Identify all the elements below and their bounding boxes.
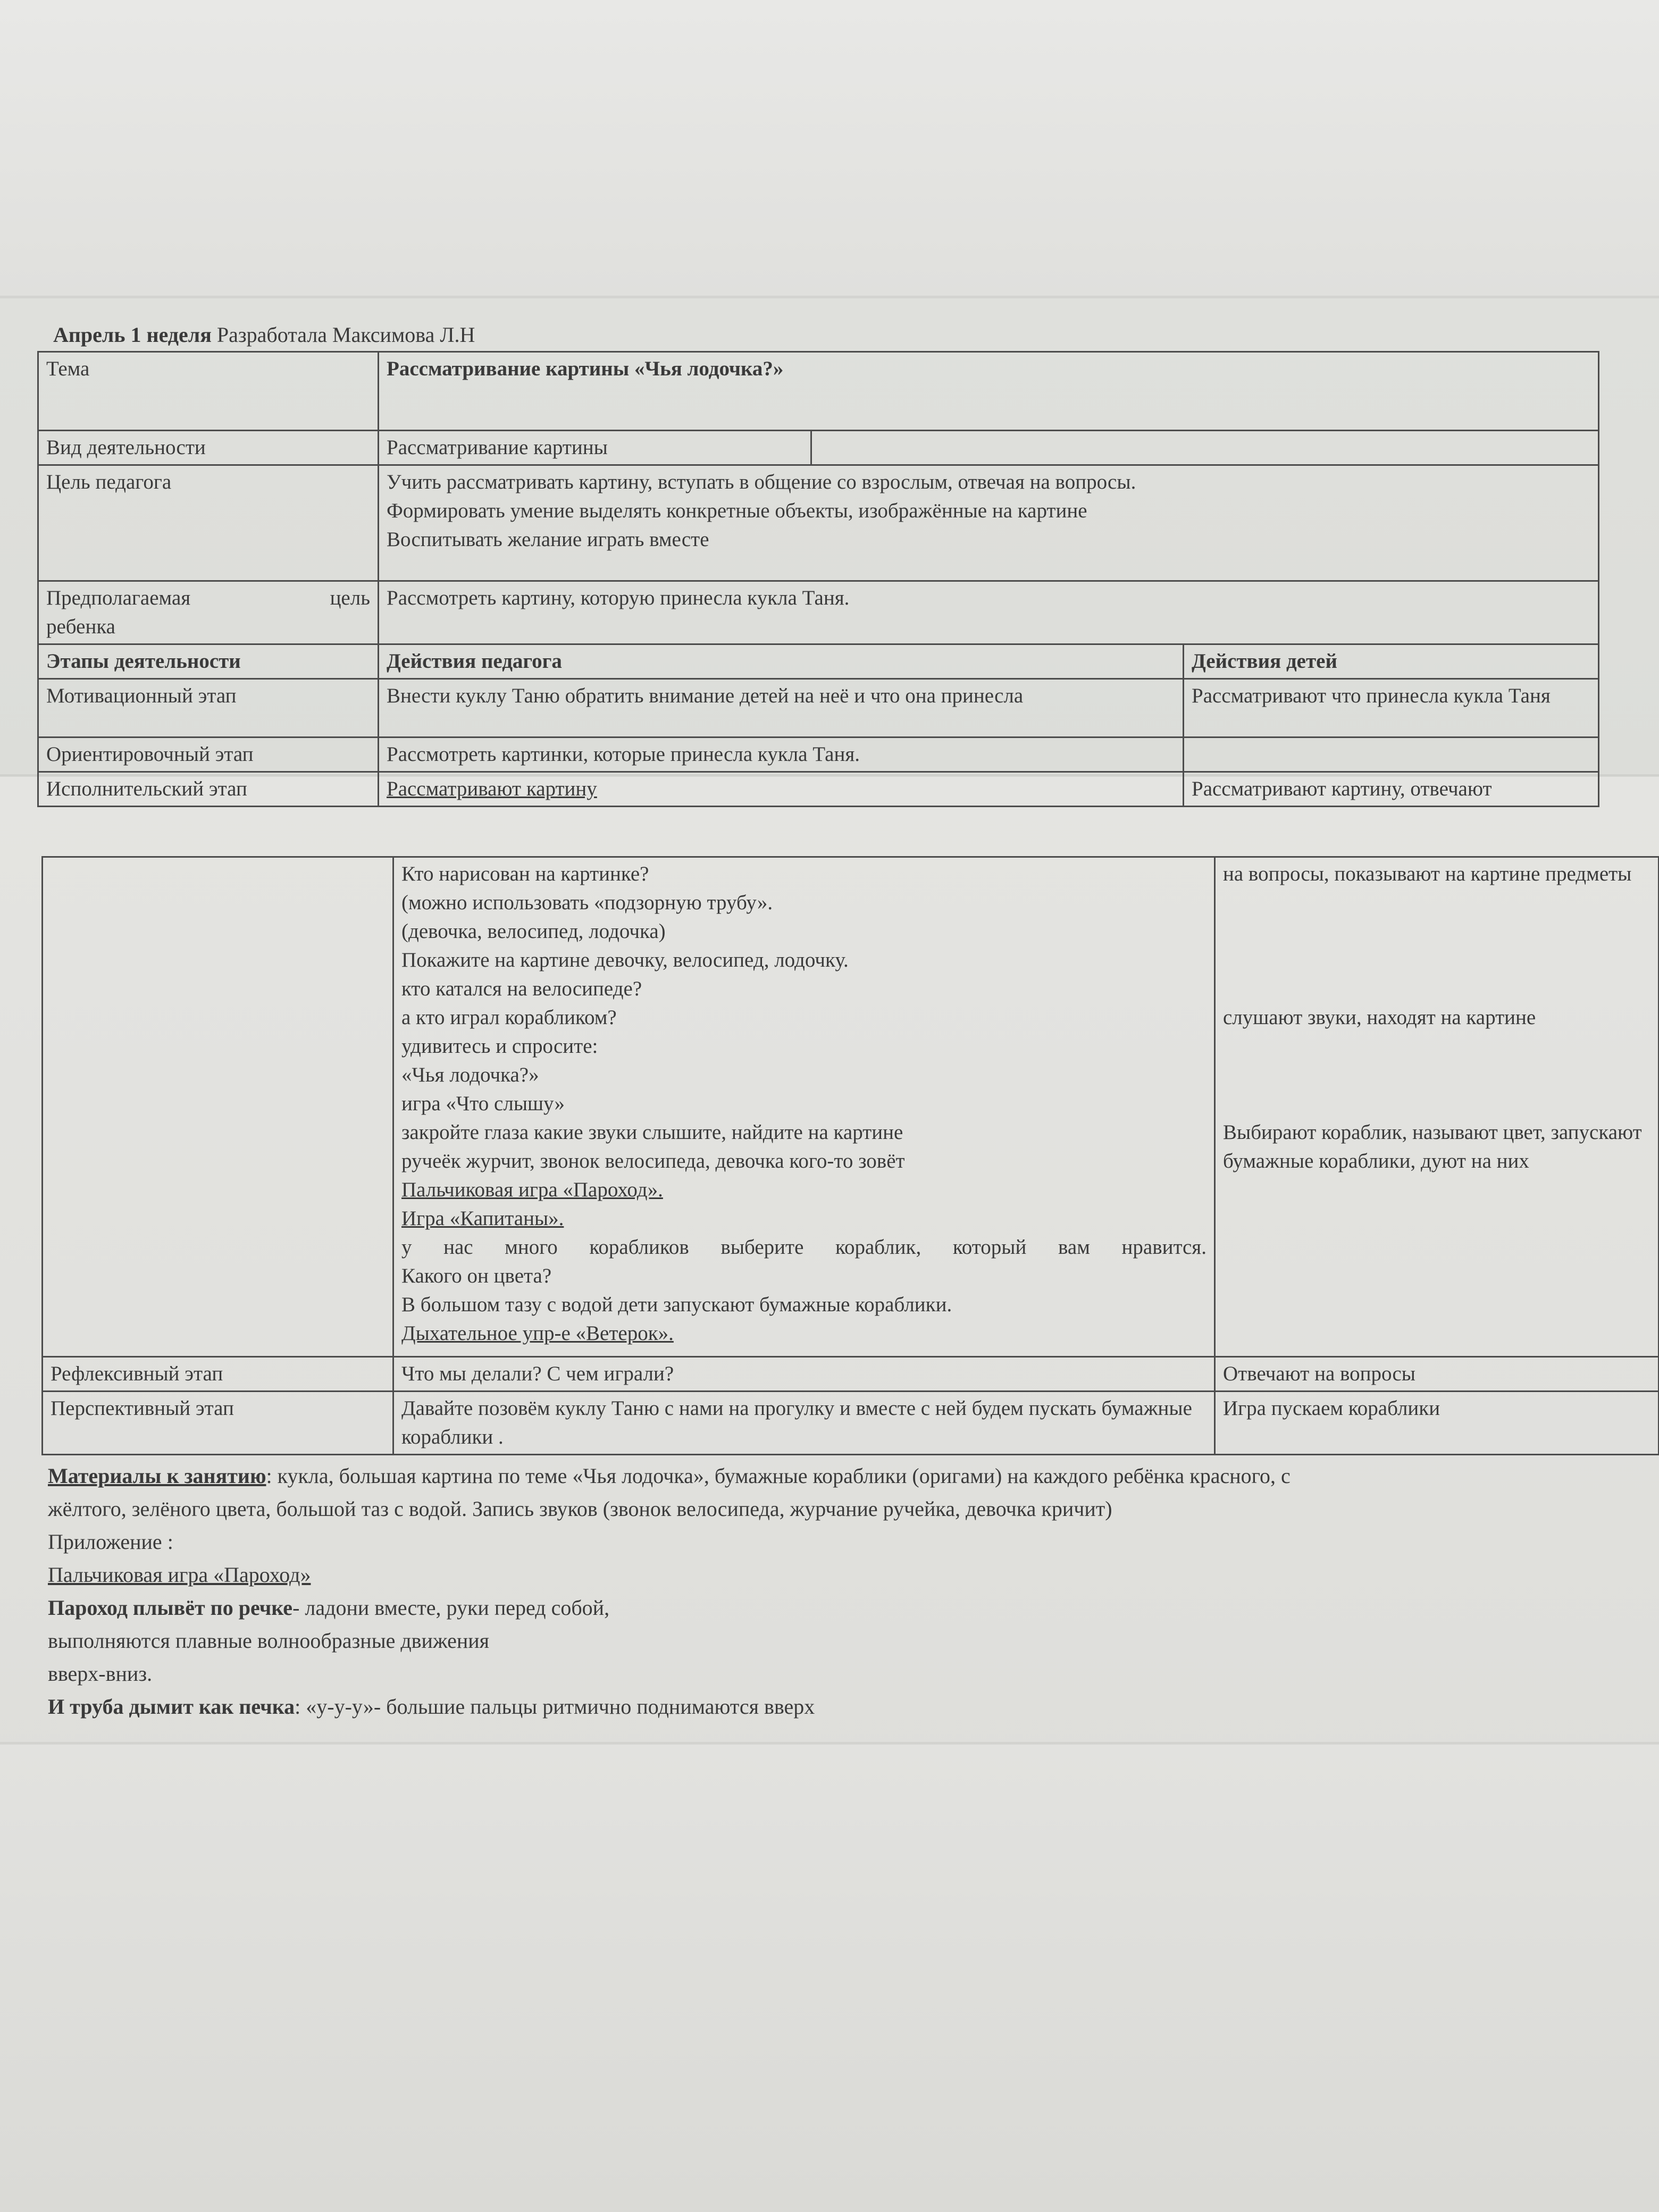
cell-stage-empty: [43, 857, 393, 1357]
cell-orient-label: Ориентировочный этап: [38, 738, 379, 772]
cell-vid-empty: [811, 431, 1599, 465]
predp-word-1: Предполагаемая: [46, 586, 191, 609]
cell-ispoln-teacher: Рассматривают картину: [379, 772, 1184, 807]
paper-sheet-top: [0, 0, 1659, 298]
row-ispoln-continued: [43, 857, 1659, 1357]
cell-orient-children: [1184, 738, 1599, 772]
appendix-label: Приложение :: [48, 1530, 173, 1554]
cell-persp-label: Перспективный этап: [43, 1392, 393, 1455]
captains-game-title: Игра «Капитаны».: [401, 1207, 564, 1230]
paper-sheet-end: [0, 1744, 1659, 2212]
row-motiv: [38, 679, 1599, 738]
materials-label: Материалы к занятию: [48, 1464, 266, 1488]
breathing-exercise-title: Дыхательное упр-е «Ветерок».: [401, 1322, 674, 1345]
materials-paragraph: [48, 1460, 1648, 1493]
poem-line-2: выполняются плавные волнообразные движения: [48, 1629, 490, 1653]
finger-game-appendix-title: Пальчиковая игра «Пароход»: [48, 1563, 311, 1587]
cell-motiv-teacher: Внести куклу Таню обратить внимание детей на неё и что она принесла: [379, 679, 1184, 738]
captains-line: у нас много корабликов выберите кораблик, который вам нравится.: [401, 1236, 1206, 1259]
poem-line-4-rest: : «у-у-у»- большие пальцы ритмично поднимаются вверх: [295, 1695, 815, 1719]
lesson-notes: [48, 1460, 1648, 1723]
cell-vid-label: Вид деятельности: [38, 431, 379, 465]
row-cel: [38, 465, 1599, 581]
goal-line: Учить рассматривать картину, вступать в общение со взрослым, отвечая на вопросы.: [387, 471, 1136, 493]
row-vid: [38, 431, 1599, 465]
children-action-1: на вопросы, показывают на картине предметы: [1223, 862, 1632, 885]
teacher-line: а кто играл корабликом?: [401, 1006, 617, 1029]
cell-cel-label: Цель педагога: [38, 465, 379, 581]
cell-predp-label: [38, 581, 379, 644]
goal-line: Формировать умение выделять конкретные объекты, изображённые на картине: [387, 499, 1087, 522]
poem-line-1: [48, 1591, 1648, 1624]
materials-text: : кукла, большая картина по теме «Чья лодочка», бумажные кораблики (оригами) на каждого ребёнка красного, с: [266, 1464, 1291, 1488]
cell-children-actions: [1215, 857, 1659, 1357]
teacher-line: Кто нарисован на картинке?: [401, 862, 649, 885]
cell-cel-value: [379, 465, 1599, 581]
poem-line-3: вверх-вниз.: [48, 1662, 153, 1686]
lesson-plan-table-bottom: [41, 856, 1659, 1455]
cell-motiv-children: Рассматривают что принесла кукла Таня: [1184, 679, 1599, 738]
poem-line-4-bold: И труба дымит как печка: [48, 1695, 295, 1719]
teacher-line: закройте глаза какие звуки слышите, найдите на картине: [401, 1121, 903, 1144]
predp-word-2: цель: [330, 586, 370, 609]
col-head-teacher: Действия педагога: [379, 644, 1184, 679]
row-persp: [43, 1392, 1659, 1455]
cell-reflex-children: Отвечают на вопросы: [1215, 1357, 1659, 1392]
cell-persp-teacher: Давайте позовём куклу Таню с нами на прогулку и вместе с ней будем пускать бумажные кораблики .: [393, 1392, 1215, 1455]
header-week: Апрель 1 неделя: [53, 323, 212, 347]
row-predp: [38, 581, 1599, 644]
finger-game-title: Пальчиковая игра «Пароход».: [401, 1178, 663, 1201]
teacher-line: удивитесь и спросите:: [401, 1035, 598, 1058]
materials-text-2: жёлтого, зелёного цвета, большой таз с водой. Запись звуков (звонок велосипеда, журчание ручейка, девочка кричит): [48, 1497, 1112, 1521]
document-header: [53, 322, 475, 347]
poem-line-1-rest: - ладони вместе, руки перед собой,: [292, 1596, 610, 1620]
header-author: Разработала Максимова Л.Н: [211, 323, 475, 347]
paper-crease: [0, 1742, 1659, 1745]
children-action-2: слушают звуки, находят на картине: [1223, 1006, 1536, 1029]
basin-line: В большом тазу с водой дети запускают бумажные кораблики.: [401, 1293, 952, 1316]
cell-teacher-actions: [393, 857, 1215, 1357]
cell-reflex-teacher: Что мы делали? С чем играли?: [393, 1357, 1215, 1392]
poem-line-4: [48, 1690, 1648, 1723]
poem-line-1-bold: Пароход плывёт по речке: [48, 1596, 293, 1620]
teacher-line: Покажите на картине девочку, велосипед, лодочку.: [401, 949, 849, 971]
cell-predp-value: Рассмотреть картину, которую принесла кукла Таня.: [379, 581, 1599, 644]
row-ispoln: [38, 772, 1599, 807]
teacher-line: «Чья лодочка?»: [401, 1063, 539, 1086]
cell-orient-teacher: Рассмотреть картинки, которые принесла кукла Таня.: [379, 738, 1184, 772]
col-head-children: Действия детей: [1184, 644, 1599, 679]
cell-vid-value: Рассматривание картины: [379, 431, 811, 465]
teacher-line: игра «Что слышу»: [401, 1092, 565, 1115]
cell-persp-children: Игра пускаем кораблики: [1215, 1392, 1659, 1455]
teacher-line: ручеёк журчит, звонок велосипеда, девочка кого-то зовёт: [401, 1150, 905, 1172]
cell-tema-label: Тема: [38, 352, 379, 431]
paper-crease: [0, 296, 1659, 298]
cell-ispoln-label: Исполнительский этап: [38, 772, 379, 807]
lesson-plan-table-top: [37, 351, 1599, 807]
predp-word-3: ребенка: [46, 615, 115, 638]
row-orient: [38, 738, 1599, 772]
cell-tema-value: Рассматривание картины «Чья лодочка?»: [379, 352, 1599, 431]
teacher-line: (девочка, велосипед, лодочка): [401, 920, 666, 943]
row-tema: [38, 352, 1599, 431]
cell-reflex-label: Рефлексивный этап: [43, 1357, 393, 1392]
teacher-line: кто катался на велосипеде?: [401, 977, 642, 1000]
cell-motiv-label: Мотивационный этап: [38, 679, 379, 738]
children-action-3: Выбирают кораблик, называют цвет, запускают бумажные кораблики, дуют на них: [1223, 1121, 1642, 1172]
row-reflex: [43, 1357, 1659, 1392]
teacher-line: (можно использовать «подзорную трубу».: [401, 891, 773, 914]
color-question: Какого он цвета?: [401, 1264, 552, 1287]
cell-ispoln-children: Рассматривают картину, отвечают: [1184, 772, 1599, 807]
row-columns: [38, 644, 1599, 679]
col-head-stages: Этапы деятельности: [38, 644, 379, 679]
goal-line: Воспитывать желание играть вместе: [387, 528, 709, 551]
